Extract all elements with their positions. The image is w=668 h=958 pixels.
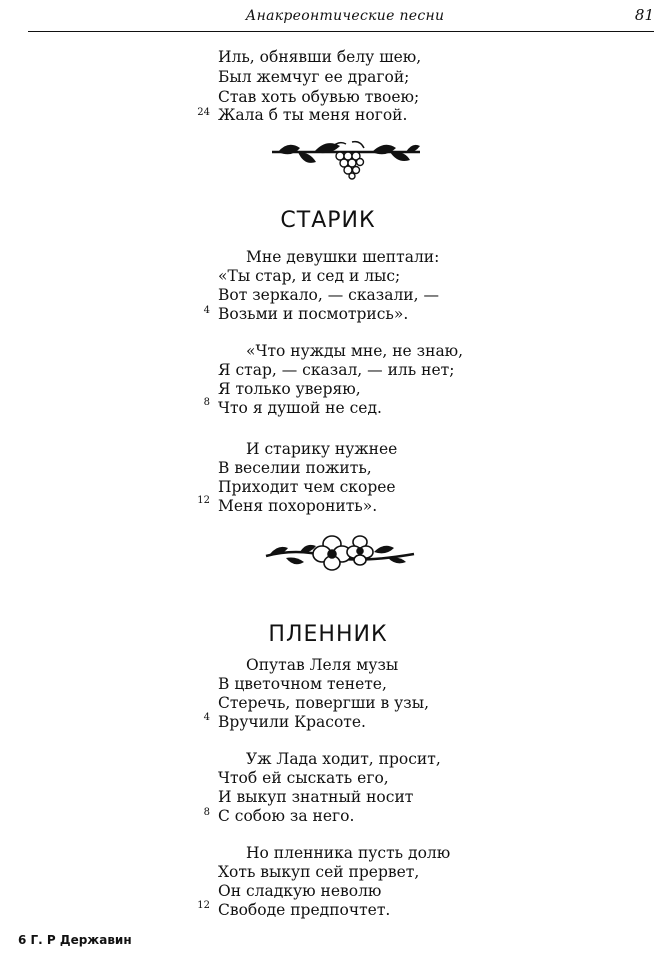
verse-line: Хоть выкуп сей прервет, [218,863,420,881]
verse-line: «Ты стар, и сед и лыс; [218,267,401,285]
verse-line: С собою за него. [218,807,355,825]
verse-line: Свободе предпочтет. [218,901,391,919]
line-number: 4 [203,305,210,316]
verse-line: Я стар, — сказал, — иль нет; [218,361,455,379]
flower-vine-ornament [262,530,418,576]
signature-mark: 6 Г. Р Державин [18,933,132,947]
verse-line: Стеречь, повергши в узы, [218,694,430,712]
verse-line: Был жемчуг ее драгой; [218,68,410,86]
verse-line: Уж Лада ходит, просит, [246,750,441,768]
line-number: 4 [203,712,210,723]
verse-line: И выкуп знатный носит [218,788,414,806]
verse-line: Вручили Красоте. [218,713,366,731]
verse-line: «Что нужды мне, не знаю, [246,342,464,360]
line-number: 8 [203,807,210,818]
verse-line: Что я душой не сед. [218,399,382,417]
verse-line: Но пленника пусть долю [246,844,451,862]
verse-line: В цветочном тенете, [218,675,387,693]
grape-vine-ornament [268,134,424,180]
verse-line: Мне девушки шептали: [246,248,440,266]
verse-line: Став хоть обувью твоею; [218,88,420,106]
running-title: Анакреонтические песни [245,8,445,24]
verse-line: Меня похоронить». [218,497,378,515]
verse-line: Возьми и посмотрись». [218,305,409,323]
verse-line: Опутав Леля музы [246,656,399,674]
verse-line: Чтоб ей сыскать его, [218,769,389,787]
verse-line: В веселии пожить, [218,459,372,477]
verse-line: Он сладкую неволю [218,882,382,900]
verse-line: Вот зеркало, — сказали, — [218,286,439,304]
verse-line: Я только уверяю, [218,380,361,398]
verse-line: И старику нужнее [246,440,398,458]
verse-line: Иль, обнявши белу шею, [218,48,422,66]
line-number: 12 [197,900,210,911]
page-number: 81 [634,6,654,24]
header-rule [28,31,654,32]
line-number: 24 [197,107,210,118]
line-number: 12 [197,495,210,506]
line-number: 8 [203,397,210,408]
verse-line: Приходит чем скорее [218,478,396,496]
poem-title-starik: СТАРИК [280,208,376,233]
poem-title-plennik: ПЛЕННИК [268,622,388,647]
verse-line: Жала б ты меня ногой. [218,106,408,124]
